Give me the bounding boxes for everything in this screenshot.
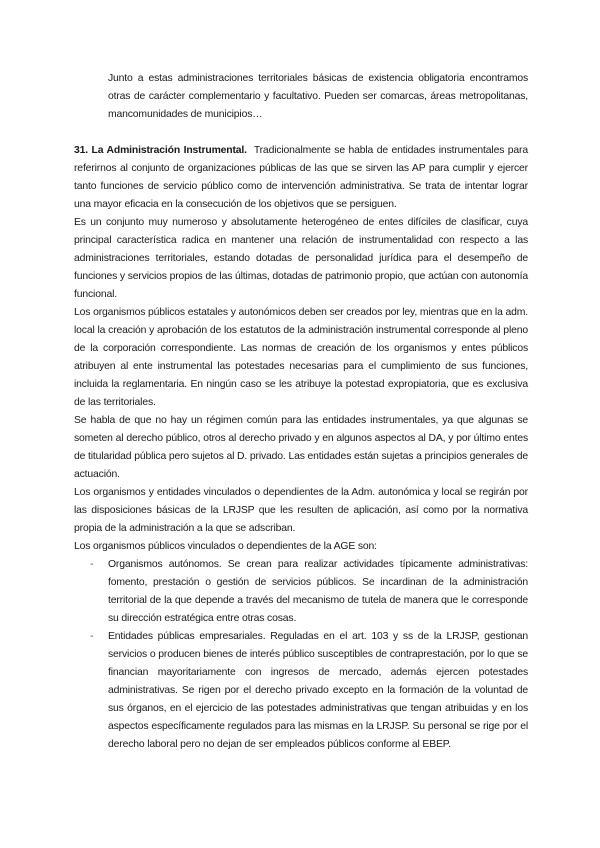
paragraph: Se habla de que no hay un régimen común para las entidades instrumentales, ya que algunas se someten al derecho público, otros al derecho privado y en algunos aspectos al DA, y por último entes de titularidad pública pero sujetos al D. privado. Las entidades están sujetas a principios generales de actuación.	[74, 415, 528, 480]
section-lead-paragraph	[74, 142, 528, 214]
bullet-dash: -	[90, 631, 94, 642]
paragraph: Es un conjunto muy numeroso y absolutamente heterogéneo de entes difíciles de clasificar, cuya principal característica radica en mantener una relación de instrumentalidad con respecto a las administraciones territoriales, estando dotadas de personalidad jurídica para el desempeño de funciones y servicios propios de las últimas, dotadas de patrimonio propio, que actúan con autonomía funcional.	[74, 217, 528, 300]
section-heading: 31. La Administración Instrumental.	[74, 145, 247, 156]
paragraph: Los organismos y entidades vinculados o dependientes de la Adm. autonómica y local se regirán por las disposiciones básicas de la LRJSP que les resulten de aplicación, así como por la normativa propia de la administración a la que se adscriban.	[74, 487, 528, 534]
list-item	[74, 556, 528, 628]
intro-paragraph: Junto a estas administraciones territoriales básicas de existencia obligatoria encontramos otras de carácter complementario y facultativo. Pueden ser comarcas, áreas metropolitanas, mancomunidades de municipios…	[108, 73, 528, 120]
bullet-list	[74, 556, 528, 754]
list-item-text: Organismos autónomos. Se crean para realizar actividades típicamente administrativas: fomento, prestación o gestión de servicios públicos. Se incardinan de la administración territorial de la que depende a través del mecanismo de tutela de manera que le corresponde su dirección estratégica entre otras cosas.	[108, 559, 528, 624]
list-item-text: Entidades públicas empresariales. Reguladas en el art. 103 y ss de la LRJSP, gestionan servicios o producen bienes de interés público susceptibles de contraprestación, por lo que se financian mayoritariamente con ingresos de mercado, además ejercen potestades administrativas. Se rigen por el derecho privado excepto en la formación de la voluntad de sus órganos, en el ejercicio de las potestades administrativas que tengan atribuidas y en los aspectos específicamente regulados para las mismas en la LRJSP. Su personal se rige por el derecho laboral pero no dejan de ser empleados públicos conforme al EBEP.	[108, 631, 528, 750]
bullet-dash: -	[90, 559, 94, 570]
paragraph: Los organismos públicos estatales y autonómicos deben ser creados por ley, mientras que en la adm. local la creación y aprobación de los estatutos de la administración instrumental corresponde al pleno de la corporación correspondiente. Las normas de creación de los organismos y entes públicos atribuyen al ente instrumental las potestades necesarias para el cumplimiento de sus funciones, incluida la reglamentaria. En ningún caso se les atribuye la potestad expropiatoria, que es exclusiva de las territoriales.	[74, 307, 528, 408]
section-31	[74, 142, 528, 754]
paragraph: Los organismos públicos vinculados o dependientes de la AGE son:	[74, 541, 377, 552]
section-lead-text: Tradicionalmente se habla de entidades instrumentales para referirnos al conjunto de organizaciones públicas de las que se sirven las AP para cumplir y ejercer tanto funciones de servicio público como de intervención administrativa. Se trata de intentar lograr una mayor eficacia en la consecución de los objetivos que se persiguen.	[74, 145, 528, 210]
document-body	[74, 70, 528, 754]
list-item	[74, 628, 528, 754]
